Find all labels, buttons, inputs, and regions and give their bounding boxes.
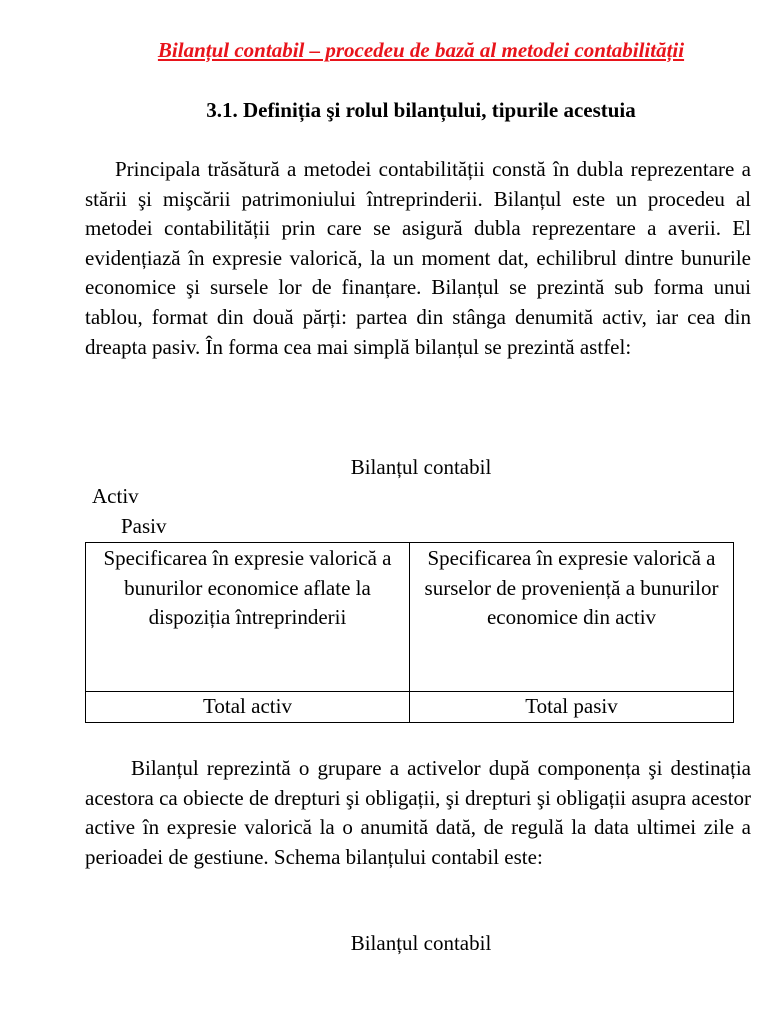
- total-activ-cell: Total activ: [86, 692, 410, 723]
- total-pasiv-cell: Total pasiv: [410, 692, 734, 723]
- paragraph-intro: Principala trăsătură a metodei contabilității constă în dubla reprezentare a stării şi mişcării patrimoniului întreprinderii. Bilanțul este un procedeu al metodei contabilității prin care se asigură dubla reprezentare a averii. El evidențiază în expresie valorică, la un moment dat, echilibrul dintre bunurile economice şi sursele lor de finanțare. Bilanțul se prezintă sub forma unui tablou, format din două părți: partea din stânga denumită activ, iar cea din dreapta pasiv. În forma cea mai simplă bilanțul se prezintă astfel:: [85, 157, 751, 359]
- paragraph-definition: Bilanțul reprezintă o grupare a activelor după componența şi destinația acestora ca obiecte de drepturi şi obligații, şi drepturi şi obligații asupra acestor active în expresie valorică la o anumită dată, de regulă la data ultimei zile a perioadei de gestiune. Schema bilanțului contabil este:: [85, 756, 751, 869]
- pasiv-label: Pasiv: [121, 514, 167, 538]
- table-row: [86, 692, 734, 723]
- activ-spec-cell: Specificarea în expresie valorică a bunurilor economice aflate la dispoziția întreprinderii: [86, 543, 410, 692]
- table-row: [86, 543, 734, 692]
- schema-caption: Bilanțul contabil: [350, 931, 492, 955]
- table-caption: Bilanțul contabil: [350, 455, 492, 479]
- section-heading: 3.1. Definiția şi rolul bilanțului, tipurile acestuia: [206, 98, 636, 122]
- document-title: Bilanțul contabil – procedeu de bază al metodei contabilității: [157, 38, 685, 62]
- balance-sheet-table: [85, 542, 734, 723]
- pasiv-spec-cell: Specificarea în expresie valorică a surselor de proveniență a bunurilor economice din activ: [410, 543, 734, 692]
- activ-label: Activ: [92, 484, 139, 508]
